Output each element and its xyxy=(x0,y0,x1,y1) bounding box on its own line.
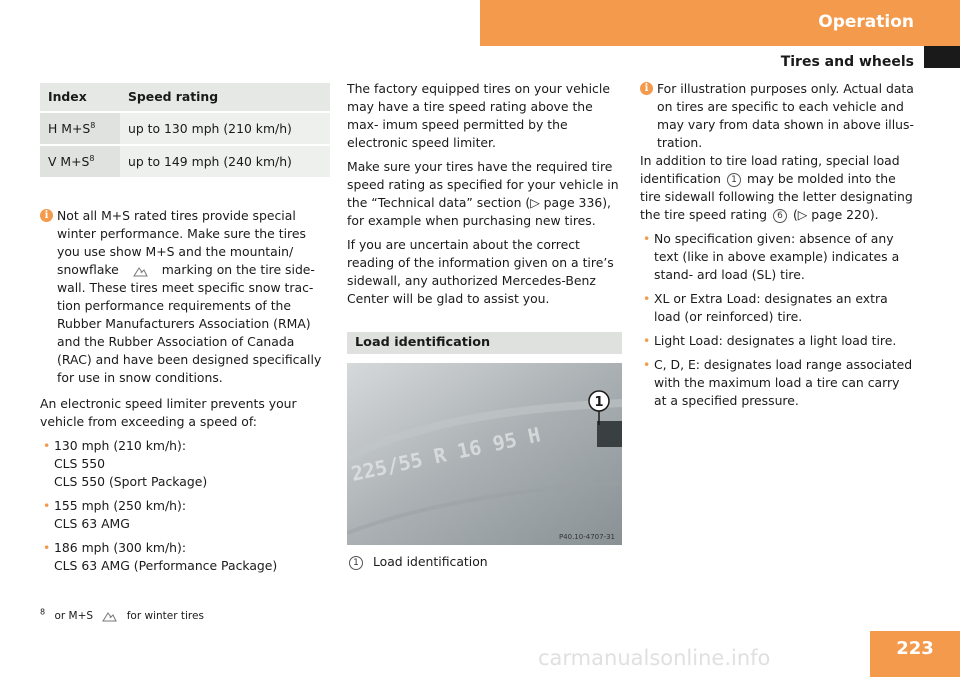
bullet-line: 186 mph (300 km/h): xyxy=(54,540,187,555)
list-item xyxy=(640,356,915,410)
paragraph-text: Make sure your tires have the required tire speed rating as specified for your vehicle in the “Technical data” section ( xyxy=(347,159,619,210)
subsection-title: Tires and wheels xyxy=(780,54,914,70)
section-title: Operation xyxy=(818,12,914,32)
list-item xyxy=(640,290,915,326)
bullet-dot: • xyxy=(43,540,51,555)
page-reference-link[interactable]: page 336 xyxy=(543,195,603,210)
index-value: H M+S xyxy=(48,120,91,136)
list-item xyxy=(40,497,330,533)
footnote xyxy=(40,607,204,622)
bullet-line: CLS 550 (Sport Package) xyxy=(54,474,208,489)
page-ref-arrow-icon: ▷ xyxy=(530,195,544,210)
table-cell-index xyxy=(40,112,120,145)
bullet-line: CLS 63 AMG xyxy=(54,516,130,531)
bullet-text: C, D, E: designates load range associated with the maximum load a tire can carry at a specified pressure. xyxy=(654,357,913,408)
bullet-text: Light Load: designates a light load tire. xyxy=(654,333,897,348)
mountain-snowflake-icon xyxy=(133,265,148,277)
bullet-dot: • xyxy=(43,438,51,453)
load-type-list xyxy=(640,230,915,410)
bullet-line: CLS 550 xyxy=(54,456,106,471)
table-header-row xyxy=(40,83,330,112)
tire-marking-text: 225/55 R 16 95 H xyxy=(349,422,543,486)
svg-text:*: * xyxy=(109,616,112,622)
callout-marker: 1 xyxy=(349,556,363,570)
callout-number: 1 xyxy=(594,395,604,410)
bullet-text: No specification given: absence of any text (like in above example) indicates a stand- ard load (SL) tire. xyxy=(654,231,900,282)
note-text-a: Not all M+S rated tires provide special winter performance. Make sure the tires you use show M+S and the mountain/ snowflake xyxy=(57,208,306,277)
table-header-index: Index xyxy=(40,83,120,112)
footnote-ref: 8 xyxy=(90,120,96,130)
callout-marker: 6 xyxy=(773,209,787,223)
index-value: V M+S xyxy=(48,153,90,169)
paragraph-text: ). xyxy=(869,207,879,222)
note-text: For illustration purposes only. Actual data on tires are specific to each vehicle and may vary from data shown in above illus- tration. xyxy=(657,81,914,150)
bullet-line: 155 mph (250 km/h): xyxy=(54,498,187,513)
paragraph-text: may be molded into the tire sidewall following the letter designating the tire speed rating xyxy=(640,171,913,222)
watermark: carmanualsonline.info xyxy=(538,646,771,670)
list-item xyxy=(40,539,330,575)
list-item xyxy=(40,437,330,491)
paragraph xyxy=(640,152,915,224)
footnote-text-a: or M+S xyxy=(54,610,94,622)
speed-rating-table xyxy=(40,83,330,177)
tire-sidewall-image xyxy=(347,363,622,545)
limiter-text: An electronic speed limiter prevents your vehicle from exceeding a speed of: xyxy=(40,396,297,429)
footnote-number: 8 xyxy=(40,607,46,617)
paragraph-text: In addition to tire load rating, special load identification xyxy=(640,153,900,186)
column-left xyxy=(40,80,330,581)
tire-illustration xyxy=(347,363,622,545)
table-cell-rating: up to 149 mph (240 km/h) xyxy=(120,145,330,177)
info-icon: i xyxy=(640,82,653,95)
table-cell-rating: up to 130 mph (210 km/h) xyxy=(120,112,330,145)
header-black-tab xyxy=(924,46,960,68)
page-reference-link[interactable]: page 220 xyxy=(811,207,870,222)
mountain-snowflake-icon xyxy=(102,610,117,622)
info-note-mplus-s xyxy=(40,207,330,387)
page-number: 223 xyxy=(870,631,960,677)
bullet-dot: • xyxy=(643,291,651,306)
svg-text:*: * xyxy=(139,270,143,277)
table-header-speed: Speed rating xyxy=(120,83,330,112)
note-text-b: marking on the tire side- wall. These tires meet specific snow trac- tion performance requirements of the Rubber Manufacturers Association (RMA) and the Rubber Association of Canada (RAC) and have been designed specifically for use in snow conditions. xyxy=(57,262,322,385)
bullet-line: 130 mph (210 km/h): xyxy=(54,438,187,453)
footnote-text-b: for winter tires xyxy=(126,610,204,622)
column-right xyxy=(640,80,915,416)
image-code: P40.10-4707-31 xyxy=(558,533,615,541)
info-icon: i xyxy=(40,209,53,222)
table-row xyxy=(40,145,330,177)
speed-limit-list xyxy=(40,437,330,575)
image-caption xyxy=(347,553,622,571)
caption-text: Load identification xyxy=(372,554,488,569)
callout-marker: 1 xyxy=(727,173,741,187)
bullet-dot: • xyxy=(643,231,651,246)
bullet-dot: • xyxy=(643,333,651,348)
paragraph: The factory equipped tires on your vehicle may have a tire speed rating above the max- imum speed permitted by the electronic speed limiter. xyxy=(347,81,610,150)
bullet-line: CLS 63 AMG (Performance Package) xyxy=(54,558,278,573)
bullet-dot: • xyxy=(643,357,651,372)
table-cell-index xyxy=(40,145,120,177)
column-middle xyxy=(347,80,622,577)
paragraph xyxy=(347,158,622,230)
list-item xyxy=(640,230,915,284)
list-item xyxy=(640,332,915,350)
page-ref-arrow-icon: ▷ xyxy=(797,207,812,222)
table-row xyxy=(40,112,330,145)
footnote-ref: 8 xyxy=(89,153,95,163)
bullet-dot: • xyxy=(43,498,51,513)
paragraph-text: ( xyxy=(792,207,798,222)
paragraph-text: ), for example when purchasing new tires. xyxy=(347,195,611,228)
info-note-illustration xyxy=(640,80,915,152)
paragraph: If you are uncertain about the correct reading of the information given on a tire’s sidewall, any authorized Mercedes-Benz Center will be glad to assist you. xyxy=(347,237,614,306)
load-identification-heading: Load identification xyxy=(347,332,622,354)
bullet-text: XL or Extra Load: designates an extra load (or reinforced) tire. xyxy=(654,291,888,324)
